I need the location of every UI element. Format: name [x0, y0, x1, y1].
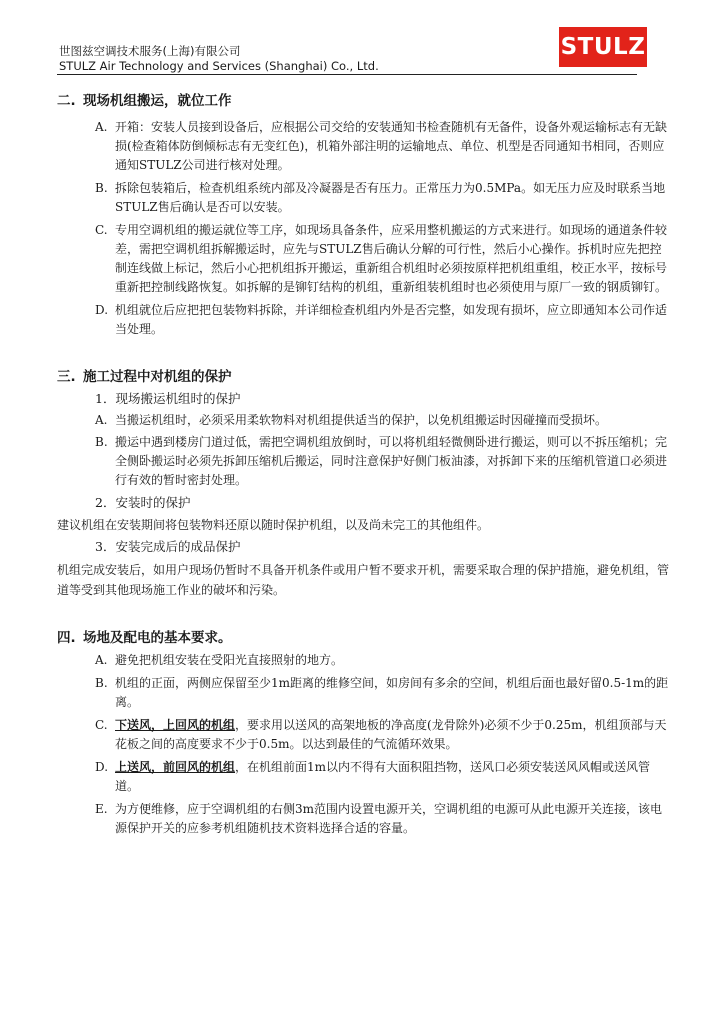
list-item	[57, 433, 673, 490]
subheading: 3．安装完成后的成品保护	[95, 539, 241, 554]
section-2-title	[57, 89, 673, 109]
item-text: 拆除包装箱后，检查机组系统内部及冷凝器是否有压力。正常压力为0.5MPa。如无压力应及时联系当地STULZ售后确认是否可以安装。	[115, 181, 666, 214]
emphasis-text: 上送风，前回风的机组	[115, 760, 236, 774]
item-letter: B.	[95, 435, 108, 449]
list-item	[57, 800, 673, 838]
item-letter: B.	[95, 676, 108, 690]
section-4-title	[57, 626, 673, 646]
item-letter: A.	[95, 413, 108, 427]
item-letter: C.	[95, 718, 108, 732]
section-number: 三.	[57, 369, 76, 385]
item-letter: D.	[95, 760, 109, 774]
list-item	[57, 716, 673, 754]
logo-text: STULZ	[560, 34, 646, 60]
item-body: ，要求用以送风的高架地板的净高度(龙骨除外)必须不少于0.25m，机组顶部与天花板之间的高度要求不少于0.5m。以达到最佳的气流循环效果。	[115, 718, 667, 751]
list-item	[57, 179, 673, 217]
paragraph: 机组完成安装后，如用户现场仍暂时不具备开机条件或用户暂不要求开机，需要采取合理的保护措施，避免机组，管道等受到其他现场施工作业的破坏和污染。	[57, 563, 670, 597]
stulz-logo	[559, 27, 647, 67]
header-divider	[57, 74, 637, 75]
section-number: 二.	[57, 93, 76, 109]
item-text: 当搬运机组时，必须采用柔软物料对机组提供适当的保护，以免机组搬运时因碰撞而受损坏。	[115, 413, 608, 427]
item-letter: C.	[95, 223, 108, 237]
paragraph: 建议机组在安装期间将包装物料还原以随时保护机组，以及尚未完工的其他组件。	[57, 518, 490, 532]
section-heading: 场地及配电的基本要求。	[83, 630, 232, 646]
document-body	[57, 86, 673, 838]
company-name-en: STULZ Air Technology and Services (Shanghai) Co., Ltd.	[59, 59, 379, 73]
section-3-title	[57, 365, 673, 385]
section-number: 四.	[57, 630, 76, 646]
list-item	[57, 674, 673, 712]
item-text: 避免把机组安装在受阳光直接照射的地方。	[115, 653, 344, 667]
item-text: 搬运中遇到楼房门道过低，需把空调机组放倒时，可以将机组轻微侧卧进行搬运，则可以不拆压缩机；完全侧卧搬运时必须先拆卸压缩机后搬运，同时注意保护好侧门板油漆，对拆卸下来的压缩机管道口必须进行有效的暂时密封处理。	[115, 435, 668, 487]
item-body: ，在机组前面1m以内不得有大面积阻挡物，送风口必须安装送风风帽或送风管道。	[115, 760, 651, 793]
item-text: 机组的正面，两侧应保留至少1m距离的维修空间，如房间有多余的空间，机组后面也最好留0.5-1m的距离。	[115, 676, 669, 709]
list-item	[57, 651, 673, 670]
item-text: 专用空调机组的搬运就位等工序，如现场具备条件，应采用整机搬运的方式来进行。如现场的通道条件较差，需把空调机组拆解搬运时，应先与STULZ售后确认分解的可行性，然后小心操作。拆机时应先把控制连线做上标记，然后小心把机组拆开搬运，重新组合机组时必须按原样把机组重组，校正水平，按标号重新把控制线路恢复。如拆解的是铆钉结构的机组，重新组装机组时也必须使用与原厂一致的钢质铆钉。	[115, 223, 668, 294]
item-letter: A.	[95, 653, 108, 667]
item-text: 为方便维修，应于空调机组的右侧3m范围内设置电源开关，空调机组的电源可从此电源开关连接，该电源保护开关的应参考机组随机技术资料选择合适的容量。	[115, 802, 663, 835]
item-letter: A.	[95, 120, 108, 134]
item-letter: E.	[95, 802, 108, 816]
item-text	[115, 716, 673, 754]
subheading: 1．现场搬运机组时的保护	[95, 391, 241, 406]
item-letter: D.	[95, 303, 109, 317]
item-text	[115, 758, 673, 796]
list-item	[57, 301, 673, 339]
item-letter: B.	[95, 181, 108, 195]
emphasis-text: 下送风，上回风的机组	[115, 718, 236, 732]
subheading: 2．安装时的保护	[95, 495, 191, 510]
list-item	[57, 758, 673, 796]
page-header	[57, 34, 647, 76]
list-item	[57, 221, 673, 297]
section-heading: 施工过程中对机组的保护	[83, 369, 232, 385]
list-item	[57, 118, 673, 175]
item-text: 机组就位后应把把包装物料拆除，并详细检查机组内外是否完整，如发现有损坏，应立即通知本公司作适当处理。	[115, 303, 668, 336]
item-text: 开箱：安装人员接到设备后，应根据公司交给的安装通知书检查随机有无备件，设备外观运输标志有无缺损(检查箱体防倒倾标志有无变红色)，机箱外部注明的运输地点、单位、机型是否同通知书相同，否则应通知STULZ公司进行核对处理。	[115, 120, 668, 172]
list-item	[57, 411, 673, 430]
section-heading: 现场机组搬运，就位工作	[83, 93, 232, 109]
company-name-cn: 世图兹空调技术服务(上海)有限公司	[59, 44, 241, 58]
